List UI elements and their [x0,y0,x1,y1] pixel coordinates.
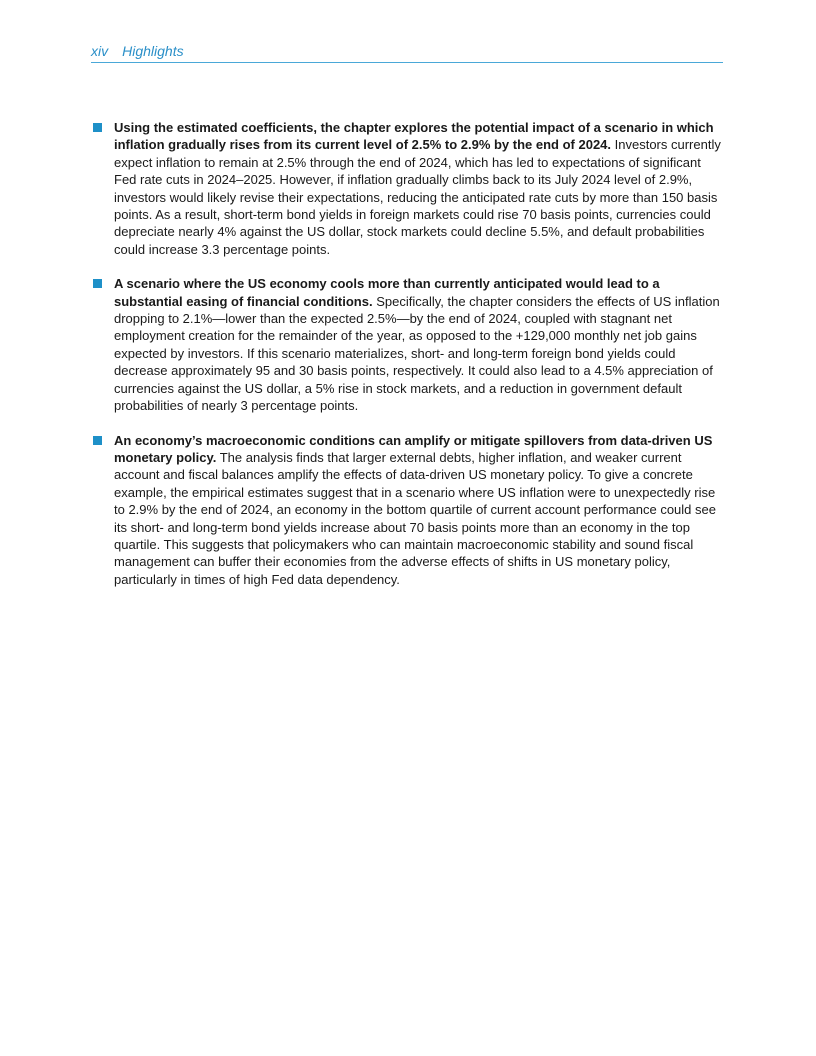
list-item [93,432,723,589]
bullet-square-icon [93,279,102,288]
bullet-square-icon [93,123,102,132]
highlights-list [93,119,723,605]
section-title: Highlights [122,43,184,59]
bullet-lead: Using the estimated coefficients, the chapter explores the potential impact of a scenario in which inflation gradually rises from its current level of 2.5% to 2.9% by the end of 2024. [114,120,714,153]
bullet-body: Investors currently expect inflation to remain at 2.5% through the end of 2024, which has led to expectations of significant Fed rate cuts in 2024–2025. However, if inflation gradually climbs back to its July 2024 level of 2.9%, investors would likely revise their expectations, reducing the anticipated rate cuts by more than 150 basis points. As a result, short-term bond yields in foreign markets could rise 70 basis points, currencies could depreciate nearly 4% against the US dollar, stock markets could decline 5.5%, and default probabilities could increase 3.3 percentage points. [114,137,721,257]
bullet-body: The analysis finds that larger external debts, higher inflation, and weaker current account and fiscal balances amplify the effects of data-driven US monetary policy. To give a concrete example, the empirical estimates suggest that in a scenario where US inflation were to unexpectedly rise to 2.9% by the end of 2024, an economy in the bottom quartile of current account performance could see its short- and long-term bond yields increase about 70 basis points more than an economy in the top quartile. This suggests that policymakers who can maintain macroeconomic stability and sound fiscal management can buffer their economies from the adverse effects of shifts in US monetary policy, particularly in times of high Fed data dependency. [114,449,716,587]
page-number: xiv [91,43,109,59]
running-header [91,42,723,63]
list-item [93,119,723,258]
bullet-square-icon [93,436,102,445]
bullet-body: Specifically, the chapter considers the effects of US inflation dropping to 2.1%—lower than the expected 2.5%—by the end of 2024, coupled with stagnant net employment creation for the remainder of the year, as opposed to the +129,000 monthly net job gains expected by investors. If this scenario materializes, short- and long-term foreign bond yields could decrease approximately 95 and 30 basis points, respectively. It could also lead to a 4.5% appreciation of currencies against the US dollar, a 5% rise in stock markets, and a reduction in government default probabilities of nearly 3 percentage points. [114,293,720,414]
list-item [93,275,723,414]
bullet-lead: An economy’s macroeconomic conditions can amplify or mitigate spillovers from data-driven US monetary policy. [114,432,713,465]
bullet-lead: A scenario where the US economy cools more than currently anticipated would lead to a substantial easing of financial conditions. [114,276,660,309]
